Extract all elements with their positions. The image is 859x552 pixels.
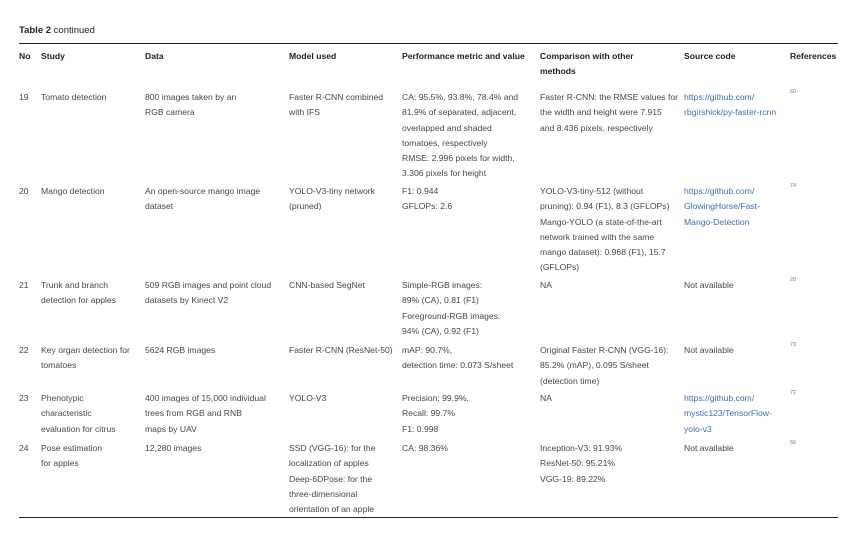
table-caption: [19, 25, 95, 36]
row-19-no: 19: [19, 92, 29, 102]
table-top-rule: [19, 43, 838, 44]
row-19-model: Faster R-CNN combined with IFS: [289, 92, 384, 118]
header-references: References: [790, 51, 837, 61]
row-24-model: SSD (VGG-16): for the localization of apples Deep-6DPose: for the three-dimensional orientation of an apple: [289, 443, 376, 515]
row-22-comparison: Original Faster R-CNN (VGG-16): 85.2% (mAP), 0.095 S/sheet (detection time): [540, 345, 669, 386]
row-24-no: 24: [19, 443, 29, 453]
row-19-comparison: Faster R-CNN: the RMSE values for the width and height were 7.915 and 8.436 pixels, respectively: [540, 92, 679, 133]
row-23-comparison: NA: [540, 393, 552, 403]
row-24-source: Not available: [684, 443, 734, 453]
row-23-no: 23: [19, 393, 29, 403]
row-21-study: Trunk and branch detection for apples: [41, 280, 117, 306]
row-20-ref[interactable]: 74: [790, 183, 797, 189]
row-22-metric: mAP: 90.7%, detection time: 0.073 S/sheet: [402, 345, 514, 371]
row-20-no: 20: [19, 186, 29, 196]
header-study: Study: [41, 51, 65, 61]
row-21-no: 21: [19, 280, 29, 290]
table-caption-label: Table 2: [19, 25, 52, 36]
row-20-source-link[interactable]: https://github.com/ GlowingHorse/Fast- Mango-Detection: [684, 186, 760, 227]
row-22-ref[interactable]: 73: [790, 342, 797, 348]
row-21-metric: Simple-RGB images: 89% (CA), 0.81 (F1) Foreground-RGB images: 94% (CA), 0.92 (F1): [402, 280, 501, 336]
row-23-data: 400 images of 15,000 individual trees from RGB and RNB maps by UAV: [145, 393, 266, 434]
header-source: Source code: [684, 51, 736, 61]
row-21-ref[interactable]: 20: [790, 277, 797, 283]
header-metric: Performance metric and value: [402, 51, 525, 61]
row-22-data: 5624 RGB images: [145, 345, 216, 355]
row-23-ref[interactable]: 72: [790, 390, 797, 396]
row-24-comparison: Inception-V3: 91.93% ResNet-50: 95.21% VGG-19: 89.22%: [540, 443, 623, 484]
row-20-model: YOLO-V3-tiny network (pruned): [289, 186, 375, 212]
row-19-source-link[interactable]: https://github.com/ rbgirshick/py-faster-rcnn: [684, 92, 777, 118]
header-model: Model used: [289, 51, 337, 61]
row-19-data: 800 images taken by an RGB camera: [145, 92, 237, 118]
row-23-source-link[interactable]: https://github.com/ mystic123/TensorFlow- yolo-v3: [684, 393, 772, 434]
row-23-model: YOLO-V3: [289, 393, 327, 403]
row-24-ref[interactable]: 56: [790, 440, 797, 446]
row-22-study: Key organ detection for tomatoes: [41, 345, 130, 371]
row-21-data: 509 RGB images and point cloud datasets by Kinect V2: [145, 280, 272, 306]
row-21-source: Not available: [684, 280, 734, 290]
row-24-data: 12,280 images: [145, 443, 202, 453]
row-23-metric: Precision: 99.9%, Recall: 99.7% F1: 0.998: [402, 393, 469, 434]
row-20-study: Mango detection: [41, 186, 105, 196]
row-19-ref[interactable]: 60: [790, 89, 797, 95]
row-22-no: 22: [19, 345, 29, 355]
header-data: Data: [145, 51, 164, 61]
row-19-metric: CA: 95.5%, 93.8%, 78.4% and 81.9% of separated, adjacent, overlapped and shaded tomatoes, respectively RMSE: 2.996 pixels for width, 3.306 pixels for height: [402, 92, 519, 179]
row-20-comparison: YOLO-V3-tiny-512 (without pruning): 0.94 (F1), 8.3 (GFLOPs) Mango-YOLO (a state-of-the-art network trained with the same mango dataset): 0.968 (F1), 15.7 (GFLOPs): [540, 186, 670, 273]
row-22-source: Not available: [684, 345, 734, 355]
row-21-comparison: NA: [540, 280, 552, 290]
header-comparison: Comparison with other methods: [540, 51, 634, 77]
row-20-metric: F1: 0.944 GFLOPs: 2.6: [402, 186, 453, 212]
row-19-study: Tomato detection: [41, 92, 107, 102]
row-20-data: An open-source mango image dataset: [145, 186, 261, 212]
table-bottom-rule: [19, 517, 838, 518]
row-22-model: Faster R-CNN (ResNet-50): [289, 345, 393, 355]
row-24-study: Pose estimation for apples: [41, 443, 103, 469]
row-23-study: Phenotypic characteristic evaluation for citrus: [41, 393, 116, 434]
row-24-metric: CA: 98.36%: [402, 443, 448, 453]
row-21-model: CNN-based SegNet: [289, 280, 365, 290]
table-caption-text: continued: [53, 25, 95, 36]
header-no: No: [19, 51, 31, 61]
